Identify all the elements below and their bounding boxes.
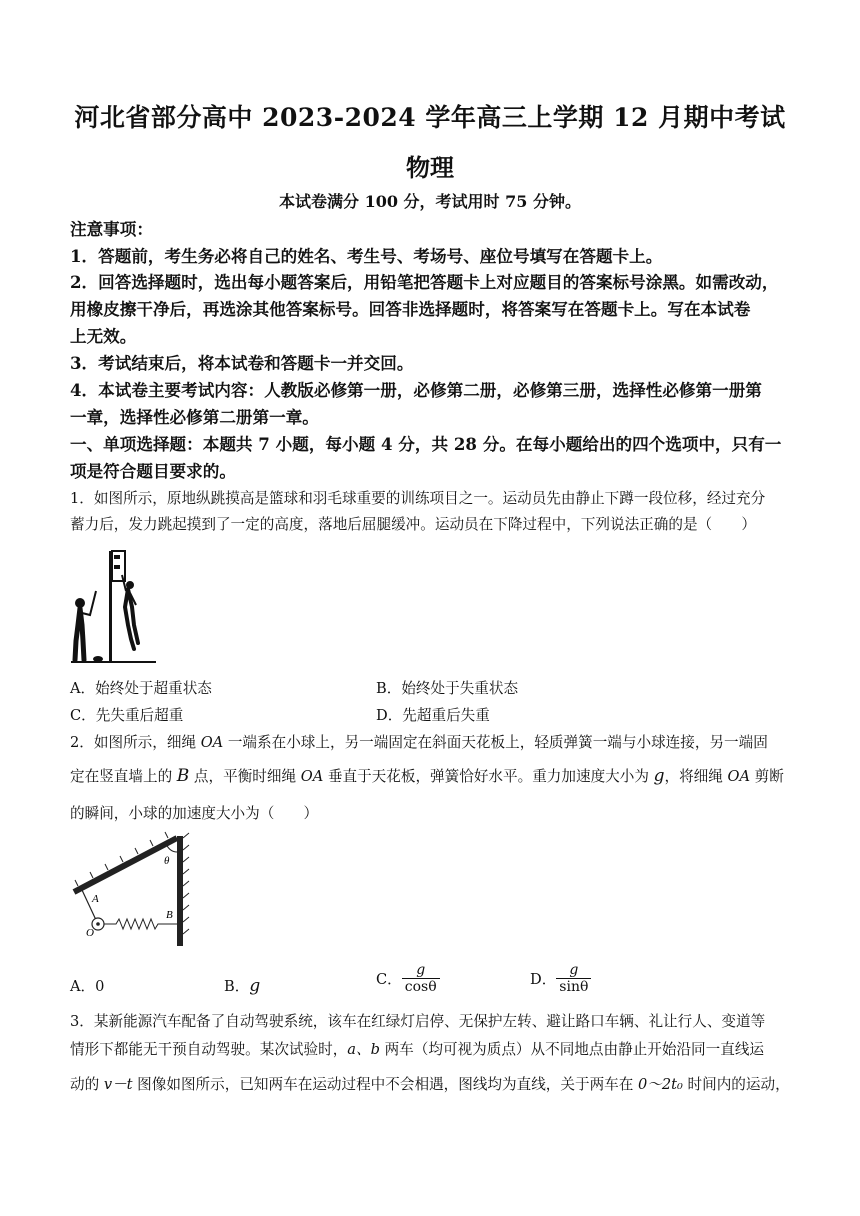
jump-figure xyxy=(68,545,158,665)
q2-option-c: C． $\frac{g}{\cos\theta}$ xyxy=(376,962,440,995)
notice-heading: 注意事项： xyxy=(70,219,153,239)
rope-spring-figure xyxy=(68,830,193,950)
point-b-label: B xyxy=(166,909,173,921)
q1-option-d: D．先超重后失重 xyxy=(376,707,490,724)
notice-item-1: 1．答题前，考生务必将自己的姓名、考生号、考场号、座位号填写在答题卡上。 xyxy=(70,246,663,266)
q2-option-a: A．0 xyxy=(70,978,105,995)
point-a-label: A xyxy=(92,893,99,905)
q3-stem-line2: 情形下都能无干预自动驾驶。某次试验时，a、b 两车（均可视为质点）从不同地点由静止开始沿同一直线运 xyxy=(70,1041,765,1058)
notice-item-4b: 一章，选择性必修第二册第一章。 xyxy=(70,407,319,427)
exam-title: 河北省部分高中 2023-2024 学年高三上学期 12 月期中考试 xyxy=(74,103,786,132)
q1-stem-line2: 蓄力后，发力跳起摸到了一定的高度，落地后屈腿缓冲。运动员在下降过程中，下列说法正确的是（ ） xyxy=(70,516,756,533)
notice-item-2b: 用橡皮擦干净后，再选涂其他答案标号。回答非选择题时，将答案写在答题卡上。写在本试卷 xyxy=(70,299,751,319)
q1-stem-line1: 1．如图所示，原地纵跳摸高是篮球和羽毛球重要的训练项目之一。运动员先由静止下蹲一段位移，经过充分 xyxy=(70,490,766,507)
point-o-label: O xyxy=(86,927,94,939)
q1-option-b: B．始终处于失重状态 xyxy=(376,680,519,697)
subject-title: 物理 xyxy=(406,153,454,182)
section-heading-a: 一、单项选择题：本题共 7 小题，每小题 4 分，共 28 分。在每小题给出的四个选项中，只有一 xyxy=(70,434,782,454)
q2-stem-line3: 的瞬间，小球的加速度大小为（ ） xyxy=(70,805,319,822)
theta-label: θ xyxy=(164,855,170,867)
section-heading-b: 项是符合题目要求的。 xyxy=(70,461,236,481)
q2-option-b: B．g xyxy=(224,976,261,996)
q1-option-a: A．始终处于超重状态 xyxy=(70,680,212,697)
q2-option-c-fraction: $\frac{g}{\cos\theta}$ xyxy=(402,962,440,995)
notice-item-2a: 2．回答选择题时，选出每小题答案后，用铅笔把答题卡上对应题目的答案标号涂黑。如需改动， xyxy=(70,272,779,292)
notice-item-4a: 4．本试卷主要考试内容：人教版必修第一册，必修第二册，必修第三册，选择性必修第一册第 xyxy=(70,380,762,400)
q2-stem-line1: 2．如图所示，细绳 OA 一端系在小球上，另一端固定在斜面天花板上，轻质弹簧一端与小球连接，另一端固 xyxy=(70,734,768,751)
notice-item-3: 3．考试结束后，将本试卷和答题卡一并交回。 xyxy=(70,353,414,373)
q2-option-d: D． $\frac{g}{\sin\theta}$ xyxy=(530,962,591,995)
q2-option-d-fraction: $\frac{g}{\sin\theta}$ xyxy=(556,962,591,995)
exam-meta: 本试卷满分 100 分，考试用时 75 分钟。 xyxy=(279,192,581,211)
notice-item-2c: 上无效。 xyxy=(70,326,137,346)
q1-option-c: C．先失重后超重 xyxy=(70,707,184,724)
q2-stem-line2: 定在竖直墙上的 B 点，平衡时细绳 OA 垂直于天花板，弹簧恰好水平。重力加速度大小为 g，将细绳 OA 剪断 xyxy=(70,766,784,786)
q3-stem-line1: 3．某新能源汽车配备了自动驾驶系统，该车在红绿灯启停、无保护左转、避让路口车辆、礼让行人、变道等 xyxy=(70,1013,766,1030)
q3-stem-line3: 动的 v－t 图像如图所示，已知两车在运动过程中不会相遇，图线均为直线，关于两车在 0～2t₀ 时间内的运动， xyxy=(70,1076,790,1093)
